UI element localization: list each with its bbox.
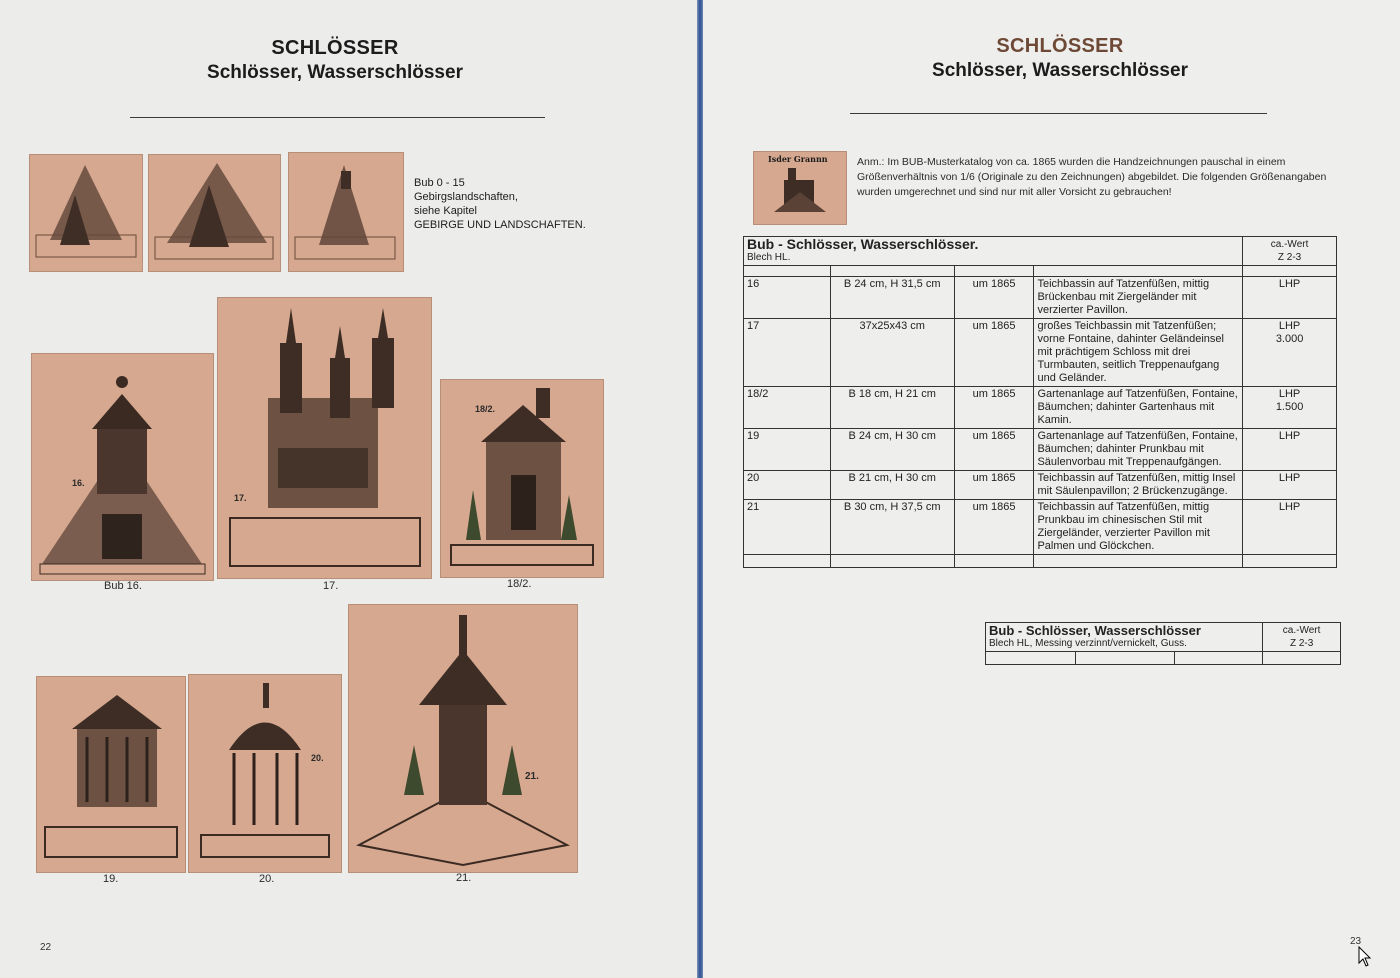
title-rule: [850, 113, 1267, 114]
item-date: um 1865: [954, 319, 1034, 387]
left-page: [0, 0, 697, 978]
item-price: 1.500: [1275, 401, 1304, 413]
price-table: [743, 236, 1337, 568]
item-description: Gartenanlage auf Tatzenfüßen, Fontaine, Bäumchen; dahinter Gartenhaus mit Kamin.: [1034, 387, 1243, 429]
item-size: B 24 cm, H 31,5 cm: [830, 277, 954, 319]
value-grade: Z 2-3: [1289, 638, 1314, 649]
catalog-note: Anm.: Im BUB-Musterkatalog von ca. 1865 wurden die Handzeichnungen pauschal in einem Größenverhältnis von 1/6 (Originale zu den Zeichnungen) abgebildet. Die folgenden Größenangaben wurden umgerechnet und sind nur mit aller Vorsicht zu gebrauchen!: [857, 156, 1327, 198]
item-size: 37x25x43 cm: [830, 319, 954, 387]
value-grade: Z 2-3: [1277, 252, 1302, 263]
mountain-reference-note: [414, 176, 586, 232]
item-size: B 24 cm, H 30 cm: [830, 429, 954, 471]
mountain-landscape-image: [288, 152, 404, 272]
caption-19: 19.: [103, 873, 119, 885]
caption-20: 20.: [259, 873, 275, 885]
table-row: [744, 277, 1337, 319]
item-date: um 1865: [954, 387, 1034, 429]
item-description: Teichbassin auf Tatzenfüßen, mittig Prunkbau im chinesischen Stil mit Ziergeländer, verzierter Pavillon mit Palmen und Glöckchen.: [1034, 500, 1243, 555]
table-spacer-row: [986, 652, 1341, 665]
castle-17-image: [217, 297, 432, 579]
item-price: 3.000: [1275, 333, 1304, 345]
item-date: um 1865: [954, 471, 1034, 500]
page-title: SCHLÖSSER: [271, 37, 399, 59]
item-number: 21: [744, 500, 831, 555]
table-header-row: [744, 237, 1337, 266]
caption-21: 21.: [456, 872, 472, 884]
mouse-cursor-icon: [1358, 946, 1372, 968]
catalog-thumbnail-image: [753, 151, 847, 225]
item-number: 20: [744, 471, 831, 500]
castle-18-2-image: [440, 379, 604, 578]
item-value: LHP: [1278, 388, 1301, 400]
item-description: Teichbassin auf Tatzenfüßen, mittig Insel mit Säulenpavillon; 2 Brückenzugänge.: [1034, 471, 1243, 500]
item-number: 18/2: [744, 387, 831, 429]
item-size: B 21 cm, H 30 cm: [830, 471, 954, 500]
note-line: siehe Kapitel: [414, 205, 477, 217]
note-line: Bub 0 - 15: [414, 177, 465, 189]
table-row: [744, 429, 1337, 471]
item-value: LHP: [1278, 501, 1301, 513]
item-number: 19: [744, 429, 831, 471]
title-rule: [130, 117, 545, 118]
table-spacer-row: [744, 555, 1337, 568]
page-subtitle: Schlösser, Wasserschlösser: [207, 62, 463, 83]
table-row: [744, 387, 1337, 429]
castle-19-image: [36, 676, 186, 873]
image-label: 17.: [234, 493, 247, 503]
table-title: Bub - Schlösser, Wasserschlösser: [989, 623, 1201, 638]
item-date: um 1865: [954, 277, 1034, 319]
item-number: 16: [744, 277, 831, 319]
castle-20-image: [188, 674, 342, 873]
item-value: LHP: [1278, 472, 1301, 484]
note-line: GEBIRGE UND LANDSCHAFTEN.: [414, 219, 586, 231]
table-row: [744, 500, 1337, 555]
table-spacer-row: [744, 266, 1337, 277]
item-number: 17: [744, 319, 831, 387]
item-value: LHP: [1278, 278, 1301, 290]
caption-16: Bub 16.: [104, 580, 142, 592]
item-size: B 18 cm, H 21 cm: [830, 387, 954, 429]
castle-21-image: [348, 604, 578, 873]
table-title: Bub - Schlösser, Wasserschlösser.: [747, 236, 979, 252]
note-line: Gebirgslandschaften,: [414, 191, 518, 203]
table-material: Blech HL, Messing verzinnt/vernickelt, Guss.: [989, 638, 1187, 649]
mountain-landscape-image: [29, 154, 143, 272]
item-value: LHP: [1278, 430, 1301, 442]
image-label: 21.: [525, 771, 539, 782]
value-header: ca.-Wert: [1282, 625, 1321, 636]
item-description: großes Teichbassin mit Tatzenfüßen; vorne Fontaine, dahinter Geländeinsel mit prächtigem Schloss mit drei Turmbauten, seitlich Treppenaufgang und Geländer.: [1034, 319, 1243, 387]
item-date: um 1865: [954, 500, 1034, 555]
page-title: SCHLÖSSER: [996, 35, 1124, 57]
caption-18-2: 18/2.: [507, 578, 532, 590]
item-value: LHP: [1278, 320, 1301, 332]
image-label: 16.: [72, 478, 85, 488]
value-header: ca.-Wert: [1270, 239, 1309, 250]
page-number: 22: [40, 942, 52, 953]
castle-16-image: [31, 353, 214, 581]
caption-17: 17.: [323, 580, 339, 592]
image-label: 20.: [311, 753, 324, 763]
table-header-row: [986, 623, 1341, 652]
table-material: Blech HL.: [747, 252, 791, 263]
item-description: Gartenanlage auf Tatzenfüßen, Fontaine, Bäumchen; dahinter Prunkbau mit Säulenvorbau mit Treppenaufgängen.: [1034, 429, 1243, 471]
page-number: 23: [1350, 936, 1362, 947]
price-table-2: [985, 622, 1341, 665]
table-row: [744, 471, 1337, 500]
item-size: B 30 cm, H 37,5 cm: [830, 500, 954, 555]
thumbnail-label: Isder Grannn: [768, 154, 828, 164]
item-date: um 1865: [954, 429, 1034, 471]
mountain-landscape-image: [148, 154, 281, 272]
image-label: 18/2.: [475, 404, 496, 414]
page-subtitle: Schlösser, Wasserschlösser: [932, 60, 1188, 81]
right-page: [703, 0, 1400, 978]
table-row: [744, 319, 1337, 387]
item-description: Teichbassin auf Tatzenfüßen, mittig Brückenbau mit Ziergeländer mit verzierter Pavillon.: [1034, 277, 1243, 319]
